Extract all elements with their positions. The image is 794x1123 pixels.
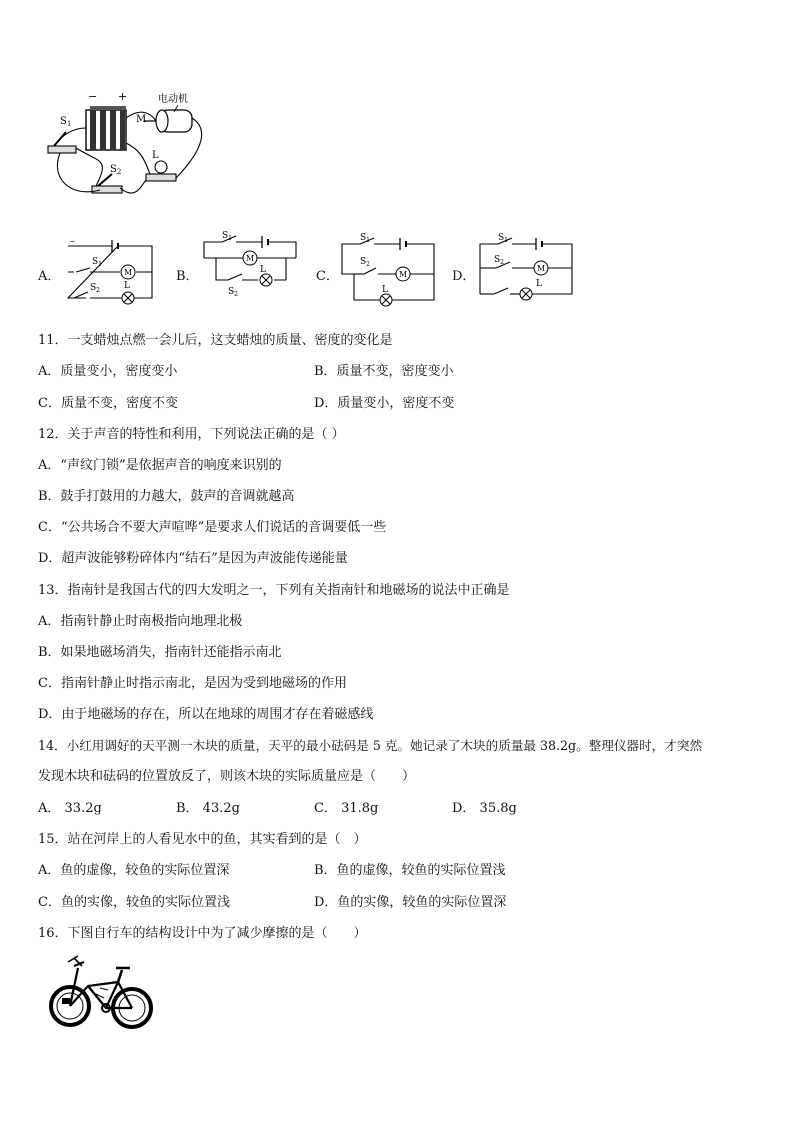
- s1-label: S: [360, 233, 367, 243]
- svg-text:S1: [222, 231, 232, 242]
- circuit-option-c: [338, 228, 442, 312]
- q13-option-b: B．如果地磁场消失，指南针还能指示南北: [38, 645, 282, 660]
- option-a-label: A．: [38, 269, 61, 284]
- q14-option-c: C． 31.8g: [314, 801, 379, 816]
- s1-subscript: 1: [66, 120, 72, 128]
- svg-text:–: –: [70, 236, 75, 247]
- lamp: [146, 161, 176, 181]
- q11-option-a: A．质量变小，密度变小: [38, 364, 178, 379]
- q12-option-a: A．“声纹门锁”是依据声音的响度来识别的: [38, 458, 282, 473]
- q15-option-c: C．鱼的实像，较鱼的实际位置浅: [38, 895, 230, 910]
- lamp-label: L: [124, 281, 130, 291]
- q11-option-d: D．质量变小，密度不变: [314, 396, 455, 411]
- l-label: L: [152, 150, 159, 161]
- minus-sign: −: [88, 90, 98, 103]
- s2-subscript: 2: [96, 287, 100, 294]
- motor-symbol: M: [124, 268, 133, 277]
- battery-pack: [86, 106, 126, 150]
- s1-subscript: 1: [504, 237, 508, 244]
- plus-sign: +: [118, 90, 128, 103]
- circuit-option-b: [200, 230, 300, 306]
- q14-stem-line2: 发现木块和砝码的位置放反了，则该木块的实际质量应是（ ）: [38, 769, 416, 784]
- s1-label: S: [222, 231, 229, 241]
- q12-option-b: B．鼓手打鼓用的力越大，鼓声的音调就越高: [38, 489, 295, 504]
- s1-label: S: [498, 233, 505, 243]
- lamp-label: L: [260, 265, 266, 275]
- option-d-label: D．: [452, 269, 476, 284]
- svg-text:S1: [92, 257, 102, 268]
- s1-subscript: 1: [366, 237, 370, 244]
- switch-s1: [48, 132, 76, 153]
- svg-text:S2: [90, 283, 100, 294]
- apparatus-figure: [40, 88, 210, 206]
- s2-subscript: 2: [234, 291, 238, 298]
- option-c-label: C．: [316, 269, 339, 284]
- motor: [144, 110, 192, 132]
- q15-stem: 15．站在河岸上的人看见水中的鱼，其实看到的是（ ）: [38, 832, 367, 847]
- q13-option-d: D．由于地磁场的存在，所以在地球的周围才存在着磁感线: [38, 707, 374, 722]
- lamp-label: L: [536, 279, 542, 289]
- q13-stem: 13．指南针是我国古代的四大发明之一，下列有关指南针和地磁场的说法中正确是: [38, 583, 510, 598]
- q15-option-a: A．鱼的虚像，较鱼的实际位置深: [38, 863, 230, 878]
- s2-label: S: [110, 164, 117, 175]
- s2-subscript: 2: [500, 259, 504, 266]
- circuit-option-a: [60, 236, 160, 312]
- s1-subscript: 1: [228, 235, 232, 242]
- motor-label: 电动机: [158, 94, 188, 105]
- q12-option-c: C．“公共场合不要大声喧哗”是要求人们说话的音调要低一些: [38, 520, 387, 535]
- s2-label: S: [494, 255, 501, 265]
- q13-option-a: A．指南针静止时南极指向地理北极: [38, 614, 243, 629]
- q13-option-c: C．指南针静止时指示南北，是因为受到地磁场的作用: [38, 676, 347, 691]
- s2-label: S: [360, 257, 367, 267]
- svg-text:S1: [360, 233, 370, 244]
- motor-symbol: M: [246, 254, 255, 263]
- svg-text:S2: [228, 287, 238, 298]
- q12-stem: 12．关于声音的特性和利用，下列说法正确的是（ ）: [38, 427, 345, 442]
- s1-label: S: [92, 257, 99, 267]
- option-b-label: B．: [176, 269, 199, 284]
- s2-subscript: 2: [116, 168, 122, 176]
- q16-stem: 16．下图自行车的结构设计中为了减少摩擦的是（ ）: [38, 926, 367, 941]
- svg-text:S2: [360, 257, 370, 268]
- q15-option-b: B．鱼的虚像，较鱼的实际位置浅: [314, 863, 506, 878]
- q15-option-d: D．鱼的实像，较鱼的实际位置深: [314, 895, 507, 910]
- switch-s2: [92, 174, 122, 193]
- q14-option-d: D． 35.8g: [452, 801, 517, 816]
- s1-label: S: [60, 116, 67, 127]
- s2-label: S: [90, 283, 97, 293]
- q14-stem-line1: 14．小红用调好的天平测一木块的质量，天平的最小砝码是 5 克。她记录了木块的质量最 38.2g。整理仪器时，才突然: [38, 738, 703, 753]
- q14-option-b: B． 43.2g: [176, 801, 240, 816]
- motor-symbol: M: [399, 270, 408, 279]
- lamp-label: L: [382, 285, 388, 295]
- svg-text:S1: [498, 233, 508, 244]
- bicycle-illustration: [48, 952, 156, 1034]
- q11-option-b: B．质量不变，密度变小: [314, 364, 454, 379]
- s2-subscript: 2: [366, 261, 370, 268]
- circuit-option-d: [474, 228, 578, 312]
- s2-label: S: [228, 287, 235, 297]
- m-label: M: [136, 114, 147, 125]
- svg-text:S2: [494, 255, 504, 266]
- s1-subscript: 1: [98, 261, 102, 268]
- svg-text:S1: [60, 116, 71, 128]
- motor-symbol: M: [537, 264, 546, 273]
- q14-option-a: A． 33.2g: [38, 801, 102, 816]
- q11-option-c: C．质量不变，密度不变: [38, 396, 178, 411]
- q11-stem: 11．一支蜡烛点燃一会儿后，这支蜡烛的质量、密度的变化是: [38, 333, 393, 348]
- q12-option-d: D．超声波能够粉碎体内“结石”是因为声波能传递能量: [38, 551, 348, 566]
- svg-text:S2: [110, 164, 121, 176]
